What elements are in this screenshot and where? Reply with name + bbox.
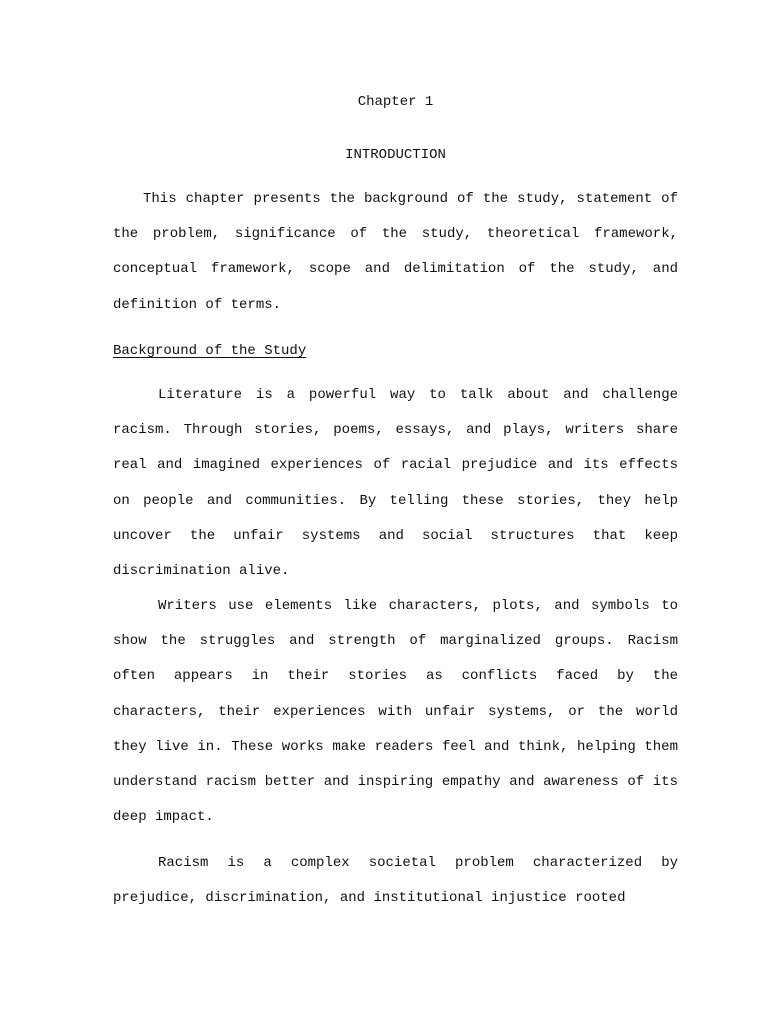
body-paragraph: Racism is a complex societal problem characterized by prejudice, discrimination, and institutional injustice rooted — [113, 855, 678, 907]
chapter-label: Chapter 1 — [357, 94, 434, 110]
section-heading: Background of the Study — [113, 343, 307, 359]
chapter-title: INTRODUCTION — [345, 147, 446, 163]
body-paragraph: Literature is a powerful way to talk about and challenge racism. Through stories, poems, essays, and plays, writers share real and imagined experiences of racial prejudice and its effects on people and communities. By telling these stories, they help uncover the unfair systems and social structures that keep discrimination alive. — [113, 387, 678, 580]
body-paragraph: Writers use elements like characters, plots, and symbols to show the struggles and strength of marginalized groups. Racism often appears in their stories as conflicts faced by the characters, their experiences with unfair systems, or the world they live in. These works make readers feel and think, helping them understand racism better and inspiring empathy and awareness of its deep impact. — [113, 598, 678, 826]
intro-paragraph: This chapter presents the background of the study, statement of the problem, significance of the study, theoretical framework, conceptual framework, scope and delimitation of the study, and definition of terms. — [113, 191, 678, 313]
